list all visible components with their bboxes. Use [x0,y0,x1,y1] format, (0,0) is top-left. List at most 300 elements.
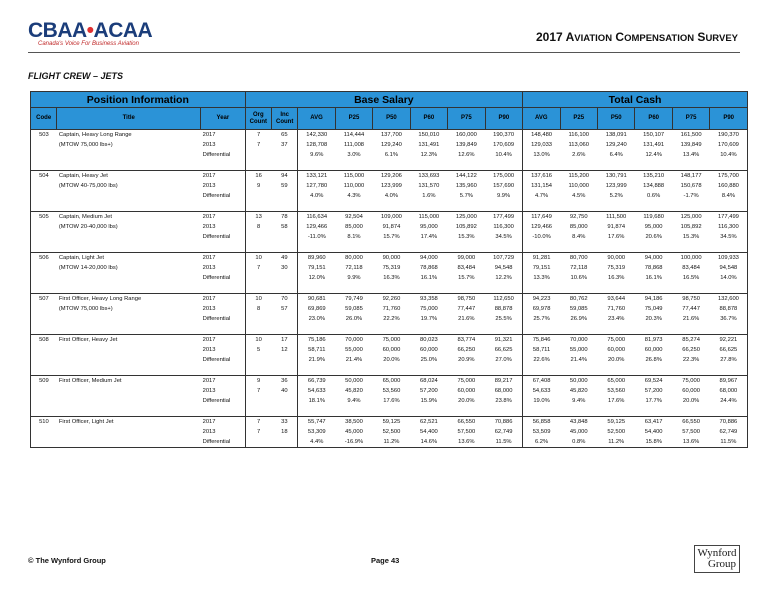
cell-value: 79,151 [523,263,560,273]
cell-code: 509 [31,376,57,387]
row-spacer [31,160,748,171]
spacer-cell [298,242,335,253]
spacer-cell [245,283,271,294]
spacer-cell [57,242,201,253]
cell-value: 11.5% [485,437,523,448]
cell-value: 26.8% [645,357,662,363]
spacer-cell [560,283,597,294]
table-row [31,263,748,273]
cell-value: 116,300 [493,224,514,230]
cell-value: 57,200 [420,388,438,394]
cell-value: 131,154 [523,181,560,191]
cell-year: Differential [202,193,231,199]
cell-value: 131,491 [643,142,665,148]
cell-org-count: 16 [245,171,271,182]
spacer-cell [57,201,201,212]
table-row [31,335,748,346]
cell-value: 36.7% [710,314,748,324]
cell-value: 59,125 [597,417,634,428]
cell-value: 131,491 [418,142,440,148]
cell-code [31,222,57,232]
cell-value: 65,000 [597,376,634,387]
spacer-cell [672,201,709,212]
spacer-cell [298,406,335,417]
spacer-cell [335,406,372,417]
cell-value: 25.7% [523,314,560,324]
cell-year: 2017 [201,212,246,223]
cell-value: 72,118 [570,265,588,271]
cell-inc-count: 36 [271,376,297,387]
cell-value: 93,358 [410,294,447,305]
cell-title: (MTOW 40-75,000 lbs) [58,183,118,189]
cell-value: 113,060 [568,142,590,148]
spacer-cell [523,201,560,212]
cell-value: 91,874 [607,224,626,230]
cell-year: 2017 [201,253,246,264]
cell-value: 75,319 [382,265,401,271]
cell-value: 15.8% [635,437,672,448]
cell-value: 62,749 [710,427,748,437]
cell-value: 66,625 [710,345,748,355]
cell-inc-count [271,314,297,324]
cell-value: 13.6% [672,437,709,448]
cell-title: (MTOW 20-40,000 lbs) [58,224,118,230]
cell-year: Differential [202,275,231,281]
cell-value: 70,000 [560,335,597,346]
cell-value: 24.4% [710,396,748,406]
cell-value: 55,000 [569,347,588,353]
cell-inc-count: 37 [281,142,288,148]
spacer-cell [271,324,297,335]
cell-value: 53,560 [382,388,401,394]
cell-value: 137,700 [373,130,410,141]
cell-value: 62,749 [494,429,513,435]
cell-title [57,150,201,160]
spacer-cell [410,283,447,294]
cell-value: 21.6% [682,316,700,322]
cell-value: 20.9% [458,357,475,363]
cell-inc-count [271,273,297,283]
cell-value: 4.7% [523,191,560,201]
cell-value: 19.7% [420,316,438,322]
cell-value: 13.6% [448,437,485,448]
cell-inc-count: 30 [281,265,288,271]
table-row [31,294,748,305]
cell-year: 2013 [202,306,216,312]
cell-inc-count: 17 [271,335,297,346]
cell-value: 17.6% [383,398,400,404]
cell-value: 160,880 [710,181,748,191]
cell-value: 100,000 [672,253,709,264]
cell-value: 133,693 [410,171,447,182]
cell-value: 69,869 [298,304,335,314]
cell-value: 71,760 [382,306,401,312]
cell-year: Differential [202,234,231,240]
cell-value: 129,240 [380,142,402,148]
cell-org-count: 7 [245,130,271,141]
cell-year: 2013 [202,183,216,189]
cell-value: 8.1% [347,234,361,240]
cell-code [31,263,57,273]
col-header-base-p75: P75 [448,108,485,130]
logo-tagline: Canada's Voice For Business Aviation [38,41,139,47]
cell-value: 71,760 [607,306,626,312]
cell-value: 65,000 [373,376,410,387]
cell-value: 34.5% [710,232,748,242]
cell-value: 75,186 [298,335,335,346]
col-header-cash-p50: P50 [597,108,634,130]
cell-value: 98,750 [672,294,709,305]
spacer-cell [523,365,560,376]
table-row [31,140,748,150]
cell-value: 63,417 [635,417,672,428]
cell-year: 2017 [201,130,246,141]
spacer-cell [635,406,672,417]
cell-org-count [245,437,271,448]
cell-code [31,232,57,242]
cell-value: 8.4% [710,191,748,201]
cell-value: 129,206 [373,171,410,182]
compensation-table [30,91,748,448]
cell-value: 75,000 [373,335,410,346]
table-row [31,437,748,448]
spacer-cell [245,324,271,335]
spacer-cell [373,201,410,212]
cell-org-count: 7 [245,386,271,396]
cell-value: 112,650 [485,294,523,305]
cell-value: 52,500 [382,429,401,435]
col-header-cash-p75: P75 [672,108,709,130]
spacer-cell [635,283,672,294]
cell-value: 114,444 [335,130,372,141]
spacer-cell [57,365,201,376]
spacer-cell [485,201,523,212]
cell-value: 22.6% [523,355,560,365]
cell-value: 150,010 [410,130,447,141]
spacer-cell [523,406,560,417]
cell-value: 119,680 [635,212,672,223]
spacer-cell [245,365,271,376]
cell-title: Captain, Heavy Jet [57,171,201,182]
cell-org-count: 9 [245,376,271,387]
cell-inc-count: 33 [271,417,297,428]
cell-value: 59,085 [345,306,363,312]
cell-value: 110,000 [343,183,365,189]
cell-value: 55,000 [345,347,363,353]
spacer-cell [245,160,271,171]
spacer-cell [335,160,372,171]
cell-title: First Officer, Heavy Long Range [57,294,201,305]
cell-value: 58,711 [523,345,560,355]
cell-value: 75,000 [448,376,485,387]
cell-value: 85,000 [569,224,588,230]
row-spacer [31,324,748,335]
spacer-cell [298,160,335,171]
cell-value: 60,000 [607,347,626,353]
cell-org-count: 7 [245,140,271,150]
cell-value: 116,300 [710,222,748,232]
cell-value: 38,500 [335,417,372,428]
spacer-cell [201,201,246,212]
cell-title: First Officer, Medium Jet [57,376,201,387]
cell-value: 57,200 [644,388,663,394]
cell-value: 170,609 [710,140,748,150]
cell-org-count: 8 [245,304,271,314]
cell-org-count: 7 [245,427,271,437]
cell-value: 14.0% [710,273,748,283]
cell-value: 17.6% [607,234,625,240]
cell-value: 129,466 [523,222,560,232]
cell-org-count: 13 [245,212,271,223]
cell-value: 21.6% [458,316,475,322]
cell-value: 60,000 [382,347,401,353]
cell-value: 70,000 [335,335,372,346]
cell-code [31,273,57,283]
spacer-cell [560,242,597,253]
spacer-cell [373,365,410,376]
cell-code [31,140,57,150]
table-row [31,191,748,201]
spacer-cell [271,242,297,253]
cell-value: 94,186 [635,294,672,305]
cell-value: 92,221 [710,335,748,346]
cell-value: 75,000 [420,306,438,312]
table-row [31,396,748,406]
cell-code: 504 [31,171,57,182]
spacer-cell [485,160,523,171]
spacer-cell [597,324,634,335]
cell-value: 134,888 [643,183,665,189]
col-header-cash-p25: P25 [560,108,597,130]
cell-inc-count [271,150,297,160]
cell-value: 91,874 [382,224,401,230]
cell-value: 11.5% [710,437,748,448]
spacer-cell [597,242,634,253]
cell-value: 54,400 [644,429,663,435]
cell-value: 20.0% [607,357,625,363]
spacer-cell [31,201,57,212]
col-header-inc-count: Inc Count [271,108,297,130]
cell-code: 508 [31,335,57,346]
spacer-cell [672,283,709,294]
cell-value: 20.0% [383,357,400,363]
group-header-base-salary: Base Salary [245,92,522,108]
cell-value: 50,000 [560,376,597,387]
cell-value: 45,000 [345,429,363,435]
cell-value: 15.7% [383,234,400,240]
cell-value: 109,933 [710,253,748,264]
cell-value: 3.0% [347,152,361,158]
cell-value: 12.4% [645,152,662,158]
cell-code: 507 [31,294,57,305]
cell-inc-count [271,396,297,406]
cell-year: 2017 [201,171,246,182]
cell-year: Differential [202,152,231,158]
cell-value: 59,125 [373,417,410,428]
cell-inc-count: 57 [281,306,288,312]
cell-title [57,396,201,406]
table-row [31,181,748,191]
cell-value: 66,250 [682,347,700,353]
spacer-cell [373,160,410,171]
cell-value: 45,820 [345,388,363,394]
spacer-cell [335,365,372,376]
cell-value: 78,868 [420,265,438,271]
cell-value: 69,524 [635,376,672,387]
spacer-cell [271,201,297,212]
spacer-cell [245,406,271,417]
cell-value: 4.0% [298,191,335,201]
cell-value: 14.6% [410,437,447,448]
cbaa-logo [28,20,158,47]
cell-value: 190,370 [485,130,523,141]
cell-value: 16.1% [420,275,438,281]
cell-title [57,232,201,242]
cell-value: 10.6% [570,275,587,281]
cell-value: -1.7% [683,193,699,199]
spacer-cell [672,365,709,376]
cell-value: 138,091 [597,130,634,141]
cell-year: 2013 [202,429,216,435]
cell-value: 5.7% [459,193,473,199]
cell-value: 68,024 [410,376,447,387]
cell-value: -10.0% [523,232,560,242]
cell-value: 116,634 [298,212,335,223]
table-row [31,212,748,223]
cell-title: (MTOW 75,000 lbs+) [58,142,113,148]
cell-inc-count: 58 [281,224,288,230]
cell-value: 23.8% [495,398,512,404]
table-row [31,232,748,242]
table-row [31,345,748,355]
cell-value: 94,000 [635,253,672,264]
cell-value: 20.0% [458,398,475,404]
cell-value: 58,711 [298,345,335,355]
cell-title [57,355,201,365]
cell-code: 506 [31,253,57,264]
cell-value: 45,820 [569,388,588,394]
cell-value: 55,747 [298,417,335,428]
spacer-cell [373,406,410,417]
cell-value: 4.0% [384,193,399,199]
cell-value: 80,023 [410,335,447,346]
spacer-cell [448,160,485,171]
cell-year: 2013 [202,142,216,148]
cell-value: 111,008 [343,142,365,148]
cell-value: 26.0% [345,316,363,322]
cell-value: 8.4% [572,234,586,240]
cell-value: 16.1% [645,275,662,281]
cell-org-count [245,273,271,283]
spacer-cell [710,201,748,212]
cell-value: -16.9% [335,437,372,448]
table-row [31,273,748,283]
cell-value: 129,240 [605,142,627,148]
cell-value: 107,729 [485,253,523,264]
cell-value: 20.3% [645,316,662,322]
cell-value: 110,000 [568,183,590,189]
cell-value: 67,408 [523,376,560,387]
cell-value: 91,321 [485,335,523,346]
cell-year: 2017 [201,376,246,387]
col-header-base-p50: P50 [373,108,410,130]
cell-value: 6.2% [523,437,560,448]
cell-value: 53,509 [523,427,560,437]
spacer-cell [298,324,335,335]
spacer-cell [271,406,297,417]
cell-value: 10.4% [495,152,512,158]
table-row [31,171,748,182]
cell-value: 144,122 [448,171,485,182]
spacer-cell [335,242,372,253]
spacer-cell [410,242,447,253]
cell-value: 83,484 [682,265,700,271]
spacer-cell [448,324,485,335]
cell-value: 11.2% [597,437,634,448]
cell-value: 70,886 [710,417,748,428]
cell-value: 15.9% [420,398,438,404]
spacer-cell [448,406,485,417]
spacer-cell [710,406,748,417]
cell-value: 125,000 [448,212,485,223]
cell-value: 157,690 [493,183,515,189]
cell-value: 190,370 [710,130,748,141]
cell-value: 17.4% [420,234,438,240]
cell-value: 139,849 [680,142,702,148]
cell-value: 160,000 [448,130,485,141]
cell-value: 22.2% [383,316,400,322]
cell-value: 79,151 [298,263,335,273]
cell-value: 148,480 [523,130,560,141]
cell-value: 129,033 [523,140,560,150]
cell-value: 9.4% [347,398,361,404]
cell-inc-count: 70 [271,294,297,305]
cell-org-count [245,150,271,160]
cell-title [57,191,201,201]
cell-value: 2.6% [572,152,586,158]
cell-value: 53,309 [298,427,335,437]
group-header-total-cash: Total Cash [523,92,748,108]
cell-value: 88,878 [494,306,513,312]
cell-value: 175,700 [710,171,748,182]
col-header-title: Title [57,108,201,130]
spacer-cell [410,201,447,212]
cell-code [31,181,57,191]
row-spacer [31,242,748,253]
footer-copyright: © The Wynford Group [28,556,106,565]
cell-value: 68,000 [710,386,748,396]
cell-code [31,314,57,324]
cell-year: 2013 [202,388,216,394]
wynford-group-logo: Wynford Group [694,545,740,573]
cell-code: 510 [31,417,57,428]
cell-value: 117,649 [523,212,560,223]
cell-value: 161,500 [672,130,709,141]
cell-value: 90,000 [373,253,410,264]
table-row [31,376,748,387]
cell-value: 95,000 [644,224,663,230]
cell-year: Differential [202,398,231,404]
spacer-cell [560,365,597,376]
spacer-cell [672,160,709,171]
cell-org-count [245,355,271,365]
cell-value: 62,521 [410,417,447,428]
table-row [31,253,748,264]
col-header-base-p25: P25 [335,108,372,130]
cell-value: 13.0% [523,150,560,160]
table-row [31,427,748,437]
cell-value: 45,000 [569,429,588,435]
